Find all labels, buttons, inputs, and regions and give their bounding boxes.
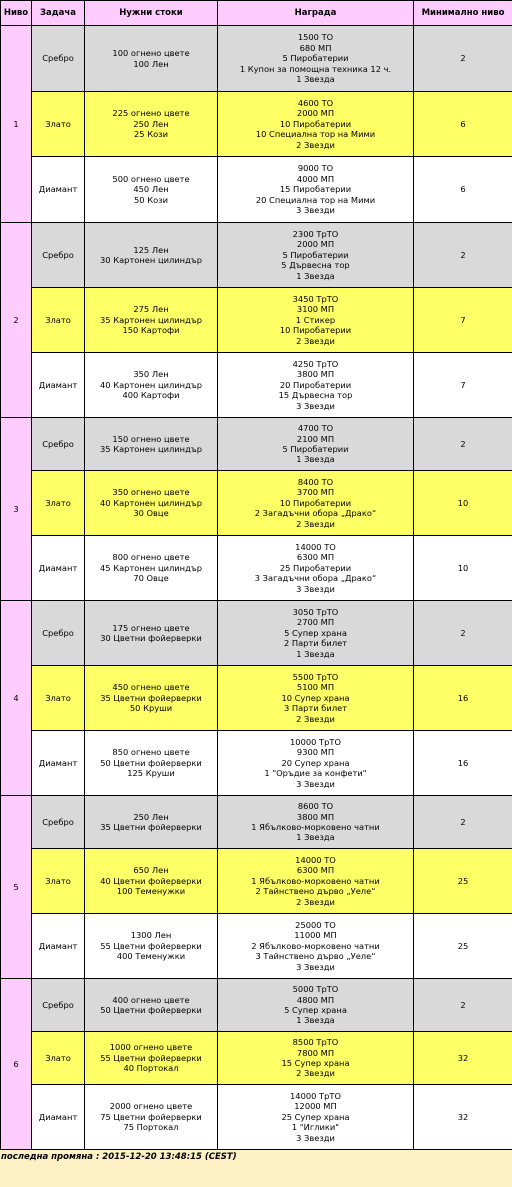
reward-line: 6300 МП — [296, 865, 335, 876]
quest-table-body — [1, 26, 512, 1150]
goods-line: 75 Цветни фойерверки — [100, 1111, 202, 1122]
goods-line: 150 огнено цвете — [112, 433, 190, 444]
reward-line: 680 МП — [299, 42, 332, 53]
min-level: 6 — [414, 92, 512, 157]
goods-line: 45 Картонен цилиндър — [100, 562, 202, 573]
min-level: 16 — [414, 731, 512, 796]
quest-row — [1, 979, 512, 1032]
header-min-level: Минимално ниво — [414, 1, 512, 26]
level-number: 1 — [1, 26, 32, 223]
reward — [218, 796, 414, 849]
goods-line: 50 Кози — [134, 194, 168, 205]
min-level: 32 — [414, 1032, 512, 1085]
min-level: 25 — [414, 914, 512, 979]
needed-goods — [85, 157, 218, 223]
reward-line: 9300 МП — [296, 747, 335, 758]
reward — [218, 849, 414, 914]
reward-line: 3 Звезди — [296, 778, 335, 789]
reward-line: 10 Пиробатерии — [279, 118, 352, 129]
reward-line: 4250 ТрТО — [292, 358, 339, 369]
reward — [218, 666, 414, 731]
reward-line: 3 Звезди — [296, 961, 335, 972]
goods-line: 225 огнено цвете — [112, 108, 190, 119]
min-level: 10 — [414, 536, 512, 601]
min-level: 2 — [414, 418, 512, 471]
reward-line: 15 Супер храна — [281, 1058, 350, 1068]
task-tier: Сребро — [32, 796, 85, 849]
goods-line: 30 Цветни фойерверки — [100, 633, 202, 643]
task-tier: Злато — [32, 471, 85, 536]
goods-line: 40 Картонен цилиндър — [100, 379, 202, 390]
reward-line: 5 Пиробатерии — [282, 53, 349, 64]
quest-row — [1, 353, 512, 418]
goods-line: 850 огнено цвете — [112, 747, 190, 758]
min-level: 16 — [414, 666, 512, 731]
reward-line: 2 Звезди — [296, 335, 335, 346]
reward-line: 15 Пиробатерии — [279, 184, 352, 195]
quest-row — [1, 1085, 512, 1150]
reward — [218, 157, 414, 223]
reward-line: 10 Пиробатерии — [279, 325, 352, 336]
goods-line: 1300 Лен — [130, 930, 172, 941]
reward — [218, 536, 414, 601]
reward-line: 5 Супер храна — [284, 627, 347, 638]
reward-line: 10 Пиробатерии — [279, 497, 352, 508]
reward — [218, 1032, 414, 1085]
quest-row — [1, 796, 512, 849]
reward — [218, 288, 414, 353]
goods-line: 250 Лен — [133, 118, 169, 129]
header-row — [1, 1, 512, 26]
reward-line: 2 Парти билет — [283, 638, 348, 649]
reward-line: 7800 МП — [296, 1047, 335, 1058]
needed-goods — [85, 471, 218, 536]
header-task: Задача — [32, 1, 85, 26]
needed-goods — [85, 731, 218, 796]
min-level: 2 — [414, 796, 512, 849]
reward — [218, 979, 414, 1032]
reward-line: 1 Звезда — [296, 454, 335, 465]
goods-line: 400 Картофи — [122, 390, 180, 401]
reward — [218, 1085, 414, 1150]
reward-line: 1 Купон за помощна техника 12 ч. — [239, 63, 392, 74]
reward-line: 15 Дървесна тор — [278, 390, 353, 401]
goods-line: 450 огнено цвете — [112, 682, 190, 693]
reward-line: 2 Звезди — [296, 1068, 335, 1079]
reward-line: 3 Парти билет — [283, 703, 348, 714]
header-level: Ниво — [1, 1, 32, 26]
reward-line: 1 Звезда — [296, 1015, 335, 1026]
goods-line: 125 Круши — [127, 768, 175, 779]
quest-row — [1, 914, 512, 979]
goods-line: 100 Лен — [133, 58, 169, 69]
goods-line: 400 Теменужки — [116, 951, 186, 962]
reward-line: 5 Дървесна тор — [281, 260, 350, 271]
reward-line: 2 Ябълково-морковено чатни — [251, 940, 380, 951]
quest-row — [1, 26, 512, 92]
needed-goods — [85, 849, 218, 914]
reward-line: 3 Звезди — [296, 583, 335, 594]
reward — [218, 353, 414, 418]
reward-line: 3 Тайнствено дърво „Уеле“ — [255, 951, 376, 962]
min-level: 10 — [414, 471, 512, 536]
reward-line: 20 Пиробатерии — [279, 379, 352, 390]
reward — [218, 223, 414, 288]
reward — [218, 914, 414, 979]
needed-goods — [85, 418, 218, 471]
goods-line: 75 Портокал — [123, 1122, 179, 1133]
header-goods: Нужни стоки — [85, 1, 218, 26]
needed-goods — [85, 92, 218, 157]
min-level: 2 — [414, 601, 512, 666]
reward-line: 1 Звезда — [296, 832, 335, 843]
task-tier: Злато — [32, 666, 85, 731]
reward-line: 1 Звезда — [296, 270, 335, 281]
quest-row — [1, 157, 512, 223]
quest-row — [1, 223, 512, 288]
goods-line: 500 огнено цвете — [112, 173, 190, 184]
task-tier: Сребро — [32, 418, 85, 471]
goods-line: 1000 огнено цвете — [109, 1042, 193, 1053]
reward — [218, 92, 414, 157]
min-level: 32 — [414, 1085, 512, 1150]
reward — [218, 601, 414, 666]
reward-line: 14000 ТО — [295, 854, 336, 865]
reward-line: 2 Звезди — [296, 713, 335, 724]
needed-goods — [85, 601, 218, 666]
quest-row — [1, 471, 512, 536]
quest-row — [1, 1032, 512, 1085]
task-tier: Сребро — [32, 223, 85, 288]
goods-line: 35 Картонен цилиндър — [100, 444, 202, 454]
reward-line: 25 Пиробатерии — [279, 562, 352, 573]
goods-line: 35 Цветни фойерверки — [100, 692, 202, 703]
reward-line: 2 Звезди — [296, 896, 335, 907]
reward-line: 3 Звезди — [296, 400, 335, 411]
reward-line: 2 Загадъчни обора „Драко“ — [254, 508, 377, 519]
quest-row — [1, 288, 512, 353]
quest-row — [1, 601, 512, 666]
goods-line: 30 Картонен цилиндър — [100, 255, 202, 265]
reward-line: 2 Звезди — [296, 518, 335, 529]
reward-line: 1 Ябълково-морковено чатни — [251, 822, 380, 832]
quest-row — [1, 849, 512, 914]
goods-line: 40 Картонен цилиндър — [100, 497, 202, 508]
goods-line: 35 Цветни фойерверки — [100, 822, 202, 832]
goods-line: 650 Лен — [133, 865, 169, 876]
reward-line: 3800 МП — [296, 811, 335, 822]
goods-line: 150 Картофи — [122, 325, 180, 336]
reward-line: 20 Супер храна — [281, 757, 350, 768]
reward-line: 2100 МП — [296, 433, 335, 444]
reward-line: 2 Тайнствено дърво „Уеле“ — [255, 886, 376, 897]
task-tier: Диамант — [32, 1085, 85, 1150]
reward-line: 8400 ТО — [297, 476, 334, 487]
reward-line: 10000 ТрТО — [290, 736, 341, 747]
goods-line: 55 Цветни фойерверки — [100, 940, 202, 951]
reward-line: 5500 ТрТО — [292, 671, 339, 682]
goods-line: 175 огнено цвете — [112, 622, 190, 633]
goods-line: 450 Лен — [133, 184, 169, 195]
reward-line: 3 Звезди — [296, 205, 335, 216]
quest-row — [1, 536, 512, 601]
reward-line: 12000 МП — [294, 1101, 337, 1112]
reward-line: 8500 ТрТО — [292, 1037, 339, 1048]
goods-line: 55 Цветни фойерверки — [100, 1052, 202, 1063]
task-tier: Диамант — [32, 536, 85, 601]
goods-line: 35 Картонен цилиндър — [100, 314, 202, 325]
goods-line: 40 Портокал — [123, 1063, 179, 1074]
reward-line: 5000 ТрТО — [292, 984, 339, 995]
reward-line: 3050 ТрТО — [292, 606, 339, 617]
reward — [218, 26, 414, 92]
goods-line: 100 огнено цвете — [112, 48, 190, 59]
needed-goods — [85, 914, 218, 979]
reward-line: 5 Пиробатерии — [282, 444, 349, 454]
goods-line: 125 Лен — [133, 244, 169, 255]
needed-goods — [85, 26, 218, 92]
level-number: 6 — [1, 979, 32, 1150]
task-tier: Диамант — [32, 731, 85, 796]
min-level: 25 — [414, 849, 512, 914]
goods-line: 70 Овце — [133, 573, 169, 584]
reward-line: 1 "Иглики" — [291, 1122, 340, 1133]
header-reward: Награда — [218, 1, 414, 26]
reward-line: 10 Специална тор на Мими — [255, 129, 376, 140]
reward-line: 1 Ябълково-морковено чатни — [251, 875, 380, 886]
min-level: 7 — [414, 288, 512, 353]
reward-line: 2000 МП — [296, 239, 335, 250]
task-tier: Сребро — [32, 601, 85, 666]
level-number: 5 — [1, 796, 32, 979]
goods-line: 275 Лен — [133, 304, 169, 315]
min-level: 2 — [414, 979, 512, 1032]
reward-line: 5 Супер храна — [284, 1005, 347, 1015]
reward-line: 1 Стикер — [295, 314, 336, 325]
reward-line: 3800 МП — [296, 369, 335, 380]
goods-line: 50 Цветни фойерверки — [100, 757, 202, 768]
task-tier: Сребро — [32, 979, 85, 1032]
goods-line: 250 Лен — [133, 811, 169, 822]
level-number: 3 — [1, 418, 32, 601]
needed-goods — [85, 796, 218, 849]
reward-line: 4700 ТО — [297, 423, 334, 434]
reward-line: 3 Загадъчни обора „Драко“ — [254, 573, 377, 584]
reward-line: 3100 МП — [296, 304, 335, 315]
min-level: 7 — [414, 353, 512, 418]
reward-line: 3 Звезди — [296, 1132, 335, 1143]
goods-line: 30 Овце — [133, 508, 169, 519]
needed-goods — [85, 288, 218, 353]
reward-line: 14000 ТрТО — [290, 1090, 341, 1101]
reward-line: 5100 МП — [296, 682, 335, 693]
min-level: 2 — [414, 223, 512, 288]
reward-line: 25000 ТО — [295, 919, 336, 930]
needed-goods — [85, 223, 218, 288]
quest-row — [1, 731, 512, 796]
quest-row — [1, 418, 512, 471]
task-tier: Злато — [32, 288, 85, 353]
task-tier: Диамант — [32, 353, 85, 418]
goods-line: 2000 огнено цвете — [109, 1101, 193, 1112]
goods-line: 350 Лен — [133, 369, 169, 380]
reward-line: 1 "Оръдие за конфети" — [264, 768, 367, 779]
task-tier: Злато — [32, 849, 85, 914]
task-tier: Злато — [32, 92, 85, 157]
level-number: 4 — [1, 601, 32, 796]
reward-line: 1500 ТО — [297, 32, 334, 43]
goods-line: 400 огнено цвете — [112, 994, 190, 1005]
reward-line: 3450 ТрТО — [292, 293, 339, 304]
quest-row — [1, 92, 512, 157]
reward-line: 14000 ТО — [295, 541, 336, 552]
goods-line: 25 Кози — [134, 129, 168, 140]
level-number: 2 — [1, 223, 32, 418]
needed-goods — [85, 1032, 218, 1085]
reward-line: 1 Звезда — [296, 648, 335, 659]
goods-line: 50 Цветни фойерверки — [100, 1005, 202, 1015]
needed-goods — [85, 536, 218, 601]
reward-line: 4800 МП — [296, 994, 335, 1005]
goods-line: 40 Цветни фойерверки — [100, 875, 202, 886]
reward-line: 2000 МП — [296, 108, 335, 119]
reward — [218, 418, 414, 471]
goods-line: 50 Круши — [129, 703, 173, 714]
needed-goods — [85, 1085, 218, 1150]
task-tier: Диамант — [32, 914, 85, 979]
min-level: 2 — [414, 26, 512, 92]
reward — [218, 471, 414, 536]
reward-line: 4000 МП — [296, 173, 335, 184]
reward-line: 11000 МП — [294, 930, 337, 941]
goods-line: 350 огнено цвете — [112, 487, 190, 498]
quest-row — [1, 666, 512, 731]
reward-line: 4600 ТО — [297, 97, 334, 108]
reward-line: 6300 МП — [296, 552, 335, 563]
task-tier: Диамант — [32, 157, 85, 223]
reward-line: 25 Супер храна — [281, 1111, 350, 1122]
reward-line: 2700 МП — [296, 617, 335, 628]
last-modified-footer: последна промяна : 2015-12-20 13:48:15 (CEST) — [1, 1152, 237, 1162]
goods-line: 100 Теменужки — [116, 886, 186, 897]
goods-line: 800 огнено цвете — [112, 552, 190, 563]
reward-line: 3700 МП — [296, 487, 335, 498]
needed-goods — [85, 353, 218, 418]
reward — [218, 731, 414, 796]
task-tier: Злато — [32, 1032, 85, 1085]
reward-line: 20 Специална тор на Мими — [255, 194, 376, 205]
reward-line: 5 Пиробатерии — [282, 249, 349, 260]
reward-line: 8600 ТО — [297, 801, 334, 812]
needed-goods — [85, 666, 218, 731]
reward-line: 9000 ТО — [297, 163, 334, 174]
reward-line: 10 Супер храна — [281, 692, 350, 703]
min-level: 6 — [414, 157, 512, 223]
reward-line: 2 Звезди — [296, 139, 335, 150]
reward-line: 2300 ТрТО — [292, 228, 339, 239]
needed-goods — [85, 979, 218, 1032]
task-tier: Сребро — [32, 26, 85, 92]
reward-line: 1 Звезда — [296, 74, 335, 85]
